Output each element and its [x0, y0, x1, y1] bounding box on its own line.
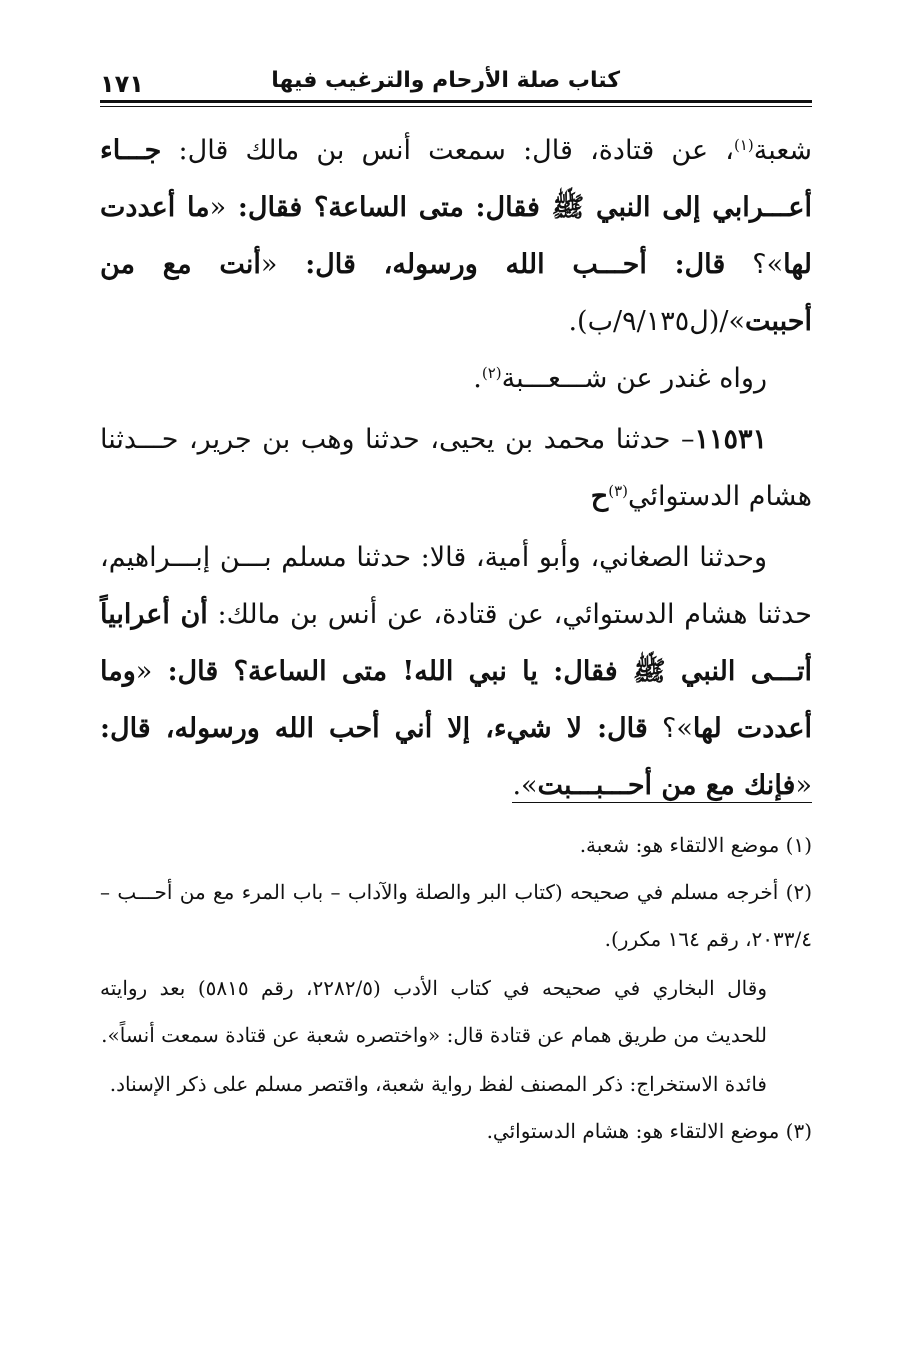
p3-tahwil: ح: [590, 481, 609, 512]
p1-quote-open-2: «: [260, 249, 278, 280]
p1-quote-open-1: «: [209, 192, 227, 223]
p4-matn-2: قال: لا شيء، إلا أني أحب الله ورسوله، قال:: [100, 713, 648, 744]
header-rule-thick: [100, 100, 812, 103]
footnote-ref-1: (١): [733, 136, 754, 154]
p4-quote-2: فإنك مع من أحـــبـــبت: [537, 770, 796, 801]
p1-quote-close-1: »؟: [725, 249, 784, 280]
page-number: ١٧١: [100, 70, 144, 98]
p4-chain: وحدثنا الصغاني، وأبو أمية، قالا: حدثنا مسلم بـــن إبـــراهيم، حدثنا هشام الدستوائي، عن قتادة، عن أنس بن مالك:: [100, 542, 812, 630]
p4-quote-open-2: «: [795, 770, 812, 801]
hadith-number: ١١٥٣١: [694, 424, 767, 455]
p1-chain: ، عن قتادة، قال: سمعت أنس بن مالك قال:: [161, 135, 734, 166]
footnote-2-bukhari: وقال البخاري في صحيحه في كتاب الأدب (٢٢٨٢/٥، رقم ٥٨١٥) بعد روايته للحديث من طريق همام عن قتادة قال: «واختصره شعبة عن قتادة سمعت أنساً».: [100, 976, 767, 1047]
paragraph-4: [100, 529, 812, 814]
p4-quote-1: وما أعددت لها: [100, 656, 812, 744]
p1-manuscript-ref: »/(ل٩/١٣٥/ب).: [568, 306, 745, 337]
footnote-ref-3: (٣): [608, 482, 628, 500]
p1-matn-2: قال: أحـــب الله ورسوله، قال:: [277, 249, 726, 280]
p1-quote-1: ما أعددت لها: [100, 192, 813, 280]
p1-matn-1: جـــاء أعـــرابي إلى النبي ﷺ فقال: متى الساعة؟ فقال:: [100, 135, 812, 223]
footnotes: [100, 822, 812, 1155]
paragraph-1: [100, 122, 812, 350]
footnote-3: (٣) موضع الالتقاء هو: هشام الدستوائي.: [486, 1119, 812, 1143]
p3-chain: – حدثنا محمد بن يحيى، حدثنا وهب بن جرير، حـــدثنا هشام الدستوائي: [100, 424, 812, 512]
paragraph-2: [100, 350, 812, 407]
footnote-ref-2: (٢): [481, 364, 502, 382]
footnote-2: (٢) أخرجه مسلم في صحيحه (كتاب البر والصلة والآداب – باب المرء مع من أحـــب – ٢٠٣٣/٤، رقم ١٦٤ مكرر).: [100, 880, 812, 951]
p4-quote-close-2: ».: [512, 770, 538, 801]
footnote-2-benefit: فائدة الاستخراج: ذكر المصنف لفظ رواية شعبة، واقتصر مسلم على ذكر الإسناد.: [109, 1072, 767, 1096]
header-title: كتاب صلة الأرحام والترغيب فيها: [271, 68, 620, 93]
footnote-1: (١) موضع الالتقاء هو: شعبة.: [579, 833, 812, 857]
p4-matn-1: أن أعرابياً أتـــى النبي ﷺ فقال: يا نبي الله! متى الساعة؟ قال:: [100, 599, 812, 687]
p1-quote-2: أنت مع من أحببت: [100, 249, 812, 337]
p4-quote-close-1: »؟: [647, 713, 693, 744]
running-header: [100, 68, 812, 100]
header-rule-thin: [100, 106, 812, 107]
p2-text: رواه غندر عن شـــعـــبة: [501, 363, 767, 394]
p2-end: .: [473, 363, 482, 394]
paragraph-3: [100, 411, 812, 525]
p1-narrator: شعبة: [753, 135, 812, 166]
p4-quote-open-1: «: [135, 656, 153, 687]
main-text: [100, 122, 812, 814]
footnote-separator: [512, 802, 812, 803]
